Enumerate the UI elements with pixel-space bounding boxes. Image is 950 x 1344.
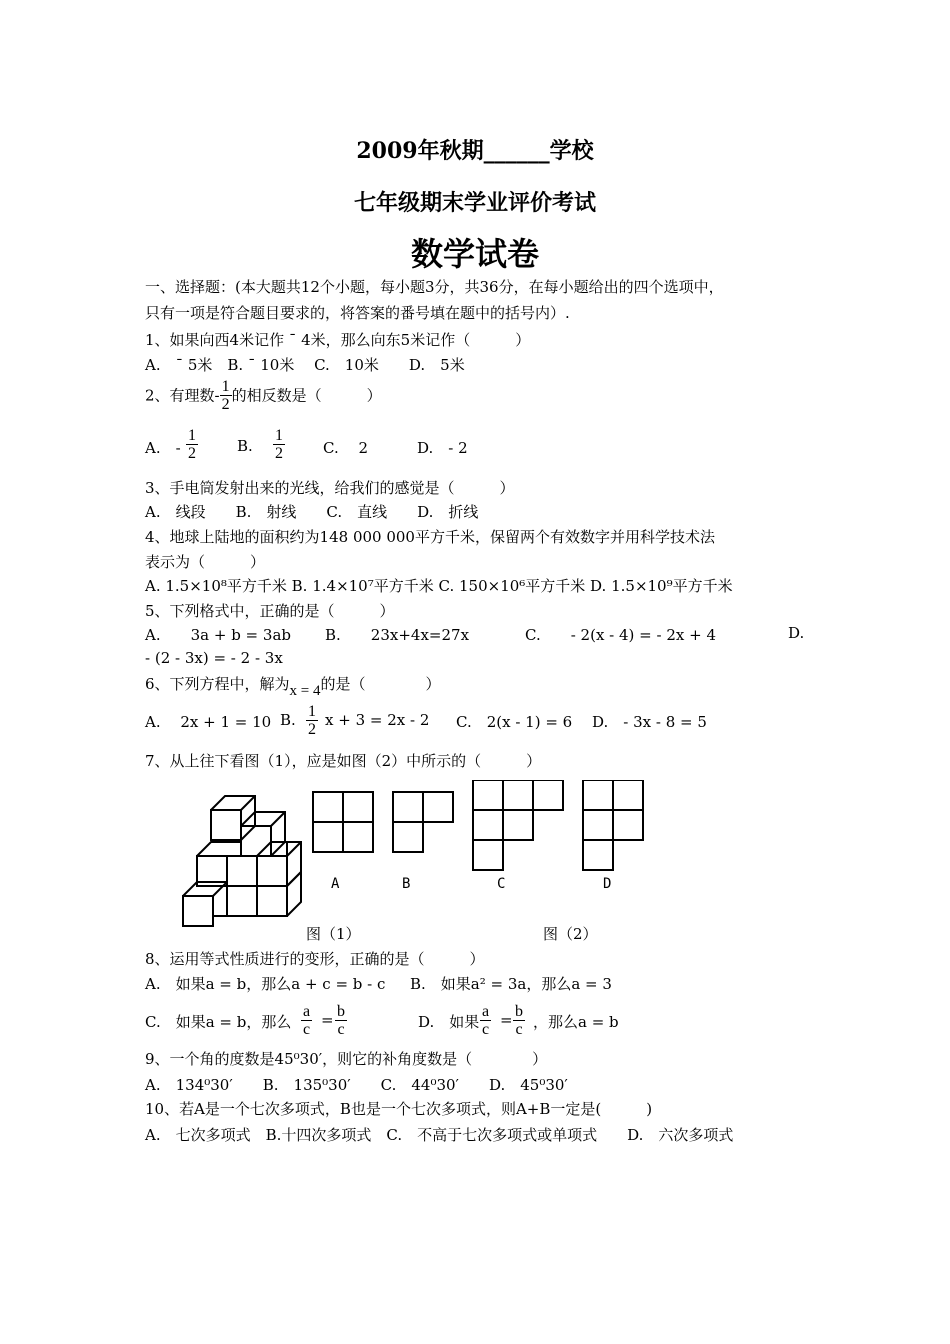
fraction-denominator: c	[337, 1021, 345, 1038]
question-10-options: A. 七次多项式 B.十四次多项式 C. 不高于七次多项式或单项式 D. 六次多项式	[145, 1126, 734, 1144]
option-b-expression: x + 3 = 2x - 2	[325, 711, 430, 729]
fraction-denominator: 2	[188, 445, 196, 462]
option-b-label: B.	[280, 711, 296, 729]
question-6-stem-text: 6、下列方程中，解为	[145, 675, 290, 693]
equals-sign: =	[321, 1011, 334, 1029]
question-2-stem-text: 2、有理数-	[145, 386, 220, 405]
fraction-numerator: 1	[308, 703, 316, 720]
figure-2-caption: 图（2）	[543, 925, 598, 943]
question-10-stem: 10、若A是一个七次多项式，B也是一个七次多项式，则A+B一定是( )	[145, 1100, 653, 1118]
fraction	[480, 1003, 491, 1038]
option-a-grid	[313, 792, 373, 852]
question-5-stem: 5、下列格式中，正确的是（ ）	[145, 602, 395, 620]
fraction	[186, 427, 198, 462]
option-c: C. - 2(x - 4) = - 2x + 4	[525, 626, 716, 644]
question-1-stem: 1、如果向西4米记作 ˉ 4米，那么向东5米记作（ ）	[145, 331, 531, 349]
fraction-denominator: 2	[308, 721, 316, 738]
fraction-numerator: a	[482, 1003, 490, 1020]
fraction	[273, 427, 285, 462]
fraction-denominator: c	[482, 1021, 490, 1038]
question-8-stem: 8、运用等式性质进行的变形，正确的是（ ）	[145, 950, 485, 968]
question-2-stem-tail: 的相反数是（ ）	[231, 386, 382, 405]
question-3-stem: 3、手电筒发射出来的光线，给我们的感觉是（ ）	[145, 479, 515, 497]
question-4-options: A. 1.5×10⁸平方千米 B. 1.4×10⁷平方千米 C. 150×10⁶平方千米 D. 1.5×10⁹平方千米	[145, 577, 733, 595]
fraction	[301, 1003, 312, 1038]
question-1-options: A. ˉ 5米 B. ˉ 10米 C. 10米 D. 5米	[145, 356, 465, 374]
fraction-numerator: a	[303, 1003, 311, 1020]
question-2-stem	[145, 378, 382, 413]
option-d-grid	[583, 780, 643, 870]
fraction-numerator: 1	[221, 378, 230, 395]
section-intro-line2: 只有一项是符合题目要求的，将答案的番号填在题中的括号内）.	[145, 304, 570, 322]
equals-sign: =	[500, 1011, 513, 1029]
option-b-label: B.	[237, 437, 253, 455]
question-4-stem-line2: 表示为（ ）	[145, 553, 266, 571]
question-3-options: A. 线段 B. 射线 C. 直线 D. 折线	[145, 503, 479, 521]
exam-subject-title: 数学试卷	[410, 235, 539, 273]
option-c: C. 2(x - 1) = 6	[456, 713, 573, 731]
option-a: A. 2x + 1 = 10	[145, 713, 272, 731]
option-b-grid	[393, 792, 453, 852]
question-6-stem	[145, 673, 441, 699]
option-c-label: C. 2	[323, 439, 369, 457]
option-c-label: C. 如果a = b，那么	[145, 1013, 292, 1031]
option-b: B. 如果a² = 3a，那么a = 3	[410, 975, 612, 993]
question-4-stem-line1: 4、地球上陆地的面积约为148 000 000平方千米，保留两个有效数字并用科学技术法	[145, 528, 715, 546]
section-intro-line1: 一、选择题：(本大题共12个小题，每小题3分，共36分，在每小题给出的四个选项中，	[145, 278, 724, 296]
option-a: A. 如果a = b，那么a + c = b - c	[145, 975, 386, 993]
question-6-math: x = 4	[289, 683, 321, 699]
cube-stack-figure	[183, 796, 301, 926]
option-c-grid	[473, 780, 563, 870]
question-9-stem: 9、一个角的度数是45⁰30′，则它的补角度数是（ ）	[145, 1050, 548, 1068]
option-a: A. 3a + b = 3ab	[145, 626, 291, 644]
fraction	[335, 1003, 347, 1038]
question-7-stem: 7、从上往下看图（1），应是如图（2）中所示的（ ）	[145, 752, 542, 770]
option-d-label: D. - 2	[417, 439, 468, 457]
figure-label-a: A	[331, 876, 340, 892]
fraction-numerator: b	[515, 1003, 523, 1020]
fraction	[220, 378, 232, 413]
fraction-denominator: 2	[221, 396, 230, 413]
option-a-label: A. -	[145, 439, 181, 457]
option-d-label: D.	[788, 624, 805, 642]
fraction-denominator: c	[515, 1021, 523, 1038]
fraction-numerator: 1	[188, 427, 196, 444]
figure-label-c: C	[497, 876, 506, 892]
option-b: B. 23x+4x=27x	[325, 626, 470, 644]
fraction-numerator: b	[337, 1003, 345, 1020]
fraction-numerator: 1	[275, 427, 283, 444]
question-6-stem-tail: 的是（ ）	[320, 675, 441, 693]
option-d-tail: ，那么a = b	[533, 1013, 619, 1031]
option-d: D. - 3x - 8 = 5	[592, 713, 707, 731]
question-5-option-d: - (2 - 3x) = - 2 - 3x	[145, 649, 283, 667]
question-9-options: A. 134⁰30′ B. 135⁰30′ C. 44⁰30′ D. 45⁰30′	[145, 1076, 568, 1094]
figure-label-d: D	[603, 876, 612, 892]
exam-school-title: 2009年秋期______学校	[356, 138, 594, 164]
fraction	[306, 703, 318, 738]
fraction-denominator: 2	[275, 445, 283, 462]
figure-label-b: B	[402, 876, 411, 892]
figure-1-caption: 图（1）	[306, 925, 361, 943]
option-d-label: D. 如果	[418, 1013, 480, 1031]
fraction	[513, 1003, 525, 1038]
fraction-denominator: c	[303, 1021, 311, 1038]
exam-subtitle: 七年级期末学业评价考试	[353, 190, 596, 216]
